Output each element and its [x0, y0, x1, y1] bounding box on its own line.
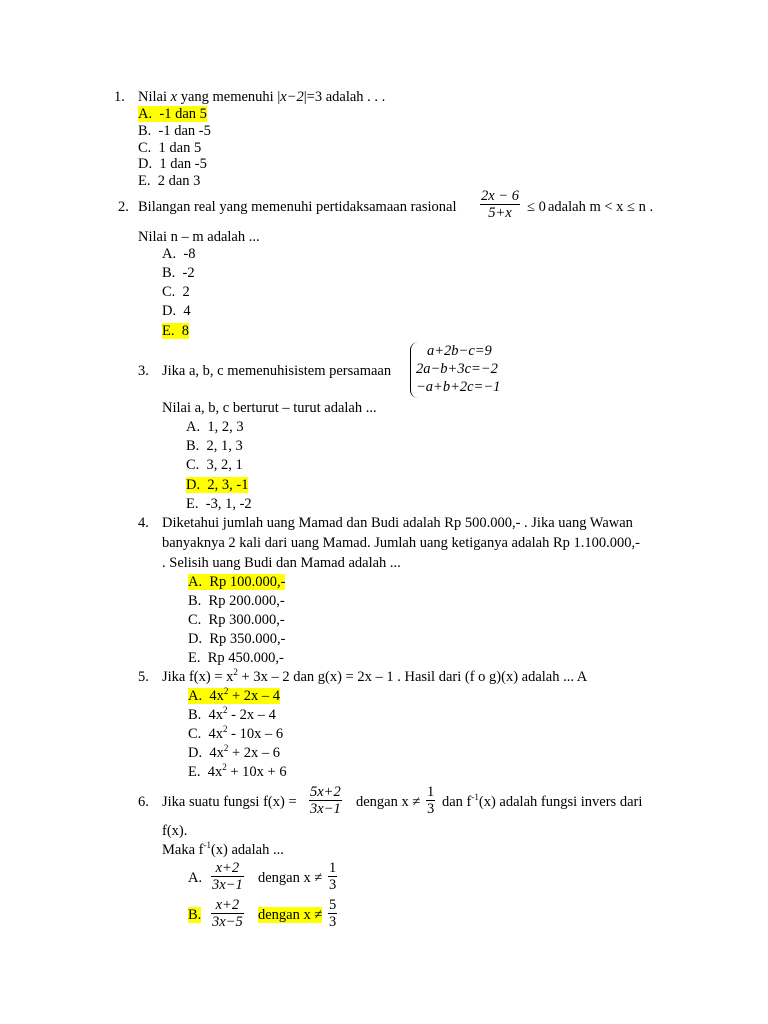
- q6-option-a-letter: A.: [188, 870, 203, 886]
- q1-stem-b: yang memenuhi: [180, 89, 274, 105]
- q5-stem-b: + 3x – 2 dan g(x) = 2x – 1 . Hasil dari (f o g)(x) adalah ... A: [237, 669, 588, 685]
- q4-option-e: [188, 650, 284, 667]
- q6-frac-num: 5x+2: [310, 784, 341, 800]
- option-letter: C.: [188, 726, 202, 742]
- option-frac-den: 3x−1: [212, 877, 243, 893]
- option-text: 2: [182, 284, 190, 300]
- option-text: 2 dan 3: [157, 173, 201, 189]
- q1-equals: =3 adalah . . .: [306, 89, 386, 105]
- q3-option-d: [186, 477, 248, 494]
- option-letter: B.: [138, 123, 152, 139]
- q2-number: 2.: [118, 199, 129, 215]
- option-letter: C.: [186, 457, 200, 473]
- option-letter: D.: [138, 156, 153, 172]
- q6-number: 6.: [138, 794, 149, 810]
- option-letter: E.: [138, 173, 151, 189]
- q2-option-d: [162, 303, 191, 320]
- option-text: 8: [181, 323, 189, 339]
- q3-equation-3: −a+b+2c=−1: [416, 379, 501, 395]
- q1-option-b: [138, 123, 211, 140]
- q6-stem-b: dengan x ≠: [356, 794, 421, 810]
- option-letter: D.: [188, 745, 203, 761]
- q6-line3-exponent: -1: [203, 840, 211, 850]
- q4-option-a: [188, 574, 285, 591]
- option-exponent: 2: [222, 762, 227, 772]
- q3-option-a: [186, 419, 244, 436]
- q1-stem-a: Nilai: [138, 89, 167, 105]
- option-text: Rp 300.000,-: [208, 612, 285, 628]
- option-letter: B.: [186, 438, 200, 454]
- option-letter: C.: [188, 612, 202, 628]
- q6-stem-c: [442, 794, 642, 811]
- q1-var-x: x: [170, 89, 178, 105]
- q4-option-c: [188, 612, 285, 629]
- q1-option-d: [138, 156, 207, 173]
- option-letter: C.: [162, 284, 176, 300]
- q5-number: 5.: [138, 669, 149, 685]
- q1-abs-open: |: [277, 89, 281, 105]
- option-letter: B.: [162, 265, 176, 281]
- option-text: -2: [182, 265, 195, 281]
- q6-option-b-cond: [258, 907, 322, 924]
- option-text: + 2x – 4: [228, 688, 281, 704]
- option-text: + 2x – 6: [228, 745, 281, 761]
- option-text: 4: [183, 303, 191, 319]
- option-frac-num: x+2: [211, 860, 244, 877]
- option-text: 4x: [207, 764, 223, 780]
- option-letter: C.: [138, 140, 152, 156]
- q6-frac-den: 3x−1: [310, 801, 341, 817]
- option-letter: B.: [188, 907, 202, 923]
- q4-option-d: [188, 631, 285, 648]
- option-text: Rp 450.000,-: [207, 650, 284, 666]
- q5-stem-a: Jika f(x) = x: [162, 669, 234, 685]
- option-letter: A.: [188, 574, 203, 590]
- q4-line-1: Diketahui jumlah uang Mamad dan Budi adalah Rp 500.000,- . Jika uang Wawan: [162, 515, 633, 531]
- option-text: - 10x – 6: [227, 726, 284, 742]
- q1-option-a: [138, 106, 207, 123]
- option-text: -1 dan 5: [159, 106, 207, 122]
- q2-stem-a: Bilangan real yang memenuhi pertidaksamaan rasional: [138, 199, 457, 215]
- q2-option-c: [162, 284, 190, 301]
- q3-equation-1: a+2b−c=9: [427, 343, 492, 359]
- option-frac-den: 3x−5: [212, 914, 243, 930]
- q2-option-e: [162, 323, 189, 340]
- option-text: + 10x + 6: [226, 764, 287, 780]
- option-cond-text: dengan x ≠: [258, 907, 323, 923]
- q6-stem-a: Jika suatu fungsi f(x) =: [162, 794, 297, 810]
- q6-stem-c-pre: dan f: [442, 794, 472, 810]
- option-letter: A.: [186, 419, 201, 435]
- q6-option-b-letter: [188, 907, 201, 924]
- option-letter: E.: [188, 650, 201, 666]
- option-text: -1 dan -5: [158, 123, 211, 139]
- q5-exponent: 2: [233, 667, 238, 677]
- option-text: - 2x – 4: [227, 707, 276, 723]
- q6-stem-c-post: (x) adalah fungsi invers dari: [478, 794, 643, 810]
- option-text: -8: [183, 246, 196, 262]
- q5-option-c: [188, 726, 283, 743]
- q2-frac-num: 2x − 6: [481, 188, 519, 204]
- option-text: Rp 350.000,-: [209, 631, 286, 647]
- q4-number: 4.: [138, 515, 149, 531]
- option-letter: E.: [162, 323, 175, 339]
- q5-option-d: [188, 745, 280, 762]
- q3-option-c: [186, 457, 243, 474]
- q5-option-b: [188, 707, 276, 724]
- option-text: 1 dan 5: [158, 140, 202, 156]
- q6-inverse-exponent: -1: [471, 792, 479, 802]
- option-letter: D.: [188, 631, 203, 647]
- option-letter: B.: [188, 707, 202, 723]
- q1-abs-close: |: [303, 89, 307, 105]
- option-cond-den: 3: [329, 877, 337, 893]
- option-text: 2, 3, -1: [207, 477, 249, 493]
- option-text: Rp 100.000,-: [209, 574, 286, 590]
- q2-leq: ≤ 0: [527, 199, 546, 215]
- option-exponent: 2: [223, 705, 228, 715]
- option-exponent: 2: [223, 743, 229, 753]
- option-exponent: 2: [223, 724, 228, 734]
- option-cond-num: 1: [329, 860, 337, 876]
- q4-line-2: banyaknya 2 kali dari uang Mamad. Jumlah uang ketiganya adalah Rp 1.100.000,-: [162, 535, 640, 551]
- option-frac-num: x+2: [211, 897, 244, 914]
- option-text: 4x: [209, 745, 224, 761]
- q5-option-a: [188, 688, 280, 705]
- option-cond-num: 5: [329, 897, 337, 913]
- q1-abs-expr: x−2: [280, 89, 304, 105]
- q5-option-e: [188, 764, 287, 781]
- option-letter: D.: [186, 477, 201, 493]
- q3-option-b: [186, 438, 243, 455]
- q6-line3: [162, 842, 284, 859]
- q3-line2: Nilai a, b, c berturut – turut adalah ...: [162, 400, 377, 416]
- option-text: 2, 1, 3: [206, 438, 243, 454]
- option-letter: B.: [188, 593, 202, 609]
- option-text: 3, 2, 1: [206, 457, 243, 473]
- q6-option-a-cond: dengan x ≠: [258, 870, 323, 886]
- q6-line2: f(x).: [162, 823, 188, 839]
- option-text: 4x: [208, 726, 224, 742]
- option-exponent: 2: [223, 686, 229, 696]
- q2-line2: Nilai n – m adalah ...: [138, 229, 260, 245]
- q6-option-b-cond-fraction: [328, 897, 337, 930]
- q6-cond-den: 3: [427, 801, 435, 817]
- q6-condition-fraction: [426, 784, 435, 817]
- q1-option-e: [138, 173, 200, 190]
- option-letter: A.: [188, 688, 203, 704]
- q3-number: 3.: [138, 363, 149, 379]
- q4-option-b: [188, 593, 285, 610]
- q6-fraction: [309, 784, 342, 817]
- q5-stem: [162, 669, 587, 686]
- option-letter: A.: [162, 246, 177, 262]
- q1-number: 1.: [114, 89, 125, 105]
- q6-option-b-fraction: [211, 897, 244, 930]
- option-letter: E.: [188, 764, 201, 780]
- q2-option-a: [162, 246, 195, 263]
- q6-option-a-cond-fraction: [328, 860, 337, 893]
- q1-stem: [138, 89, 385, 106]
- q3-option-e: [186, 496, 252, 513]
- q6-line3-post: (x) adalah ...: [210, 842, 284, 858]
- option-text: -3, 1, -2: [205, 496, 252, 512]
- option-text: Rp 200.000,-: [208, 593, 285, 609]
- q1-option-c: [138, 140, 201, 157]
- option-text: 4x: [209, 688, 224, 704]
- option-letter: D.: [162, 303, 177, 319]
- q3-equation-2: 2a−b+3c=−2: [416, 361, 498, 377]
- option-text: 1 dan -5: [159, 156, 207, 172]
- q2-option-b: [162, 265, 195, 282]
- q3-stem: Jika a, b, c memenuhisistem persamaan: [162, 363, 392, 379]
- q6-cond-num: 1: [427, 784, 435, 800]
- q2-frac-den: 5+x: [488, 205, 512, 221]
- option-letter: A.: [138, 106, 153, 122]
- option-cond-den: 3: [329, 914, 337, 930]
- option-text: 1, 2, 3: [207, 419, 244, 435]
- q6-line3-pre: Maka f: [162, 842, 204, 858]
- q2-stem-b: adalah m < x ≤ n .: [548, 199, 654, 215]
- q4-line-3: . Selisih uang Budi dan Mamad adalah ...: [162, 555, 401, 571]
- q6-option-a-fraction: [211, 860, 244, 893]
- option-text: 4x: [208, 707, 224, 723]
- option-letter: E.: [186, 496, 199, 512]
- q2-fraction: [480, 188, 520, 221]
